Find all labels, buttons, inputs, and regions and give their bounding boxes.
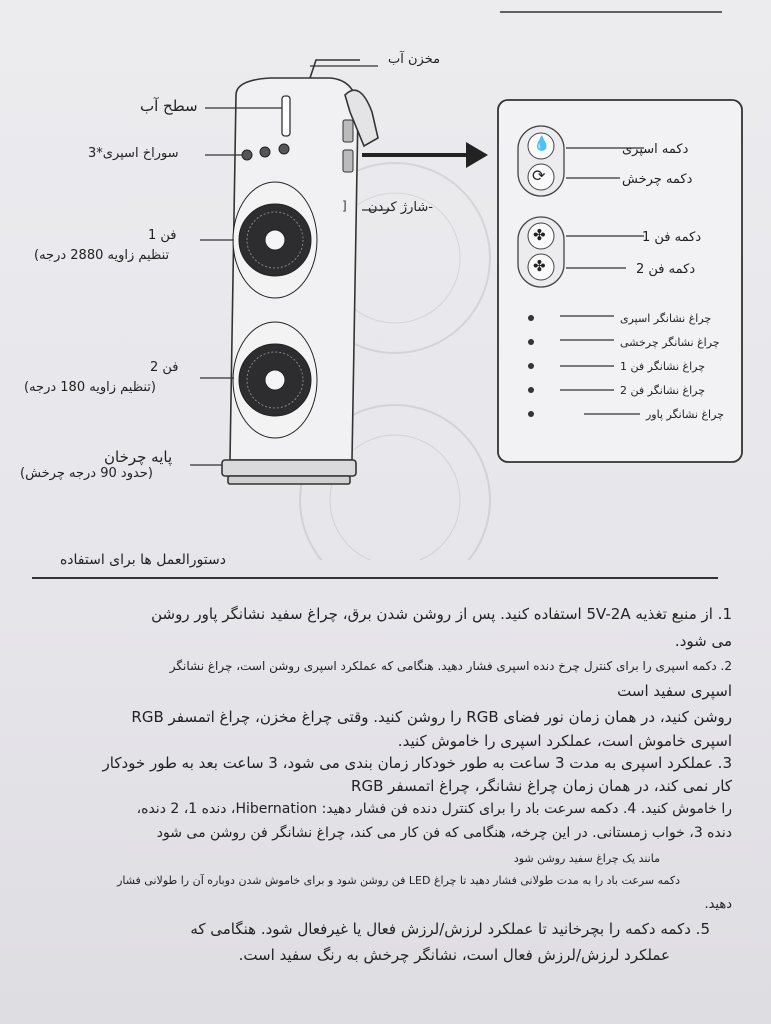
instruction-line: عملکرد لرزش/لرزش فعال است، نشانگر چرخش به رنگ سفید است. bbox=[238, 946, 670, 964]
svg-text:]: ] bbox=[342, 199, 347, 213]
instruction-line: 3. عملکرد اسپری به مدت 3 ساعت به طور خودکار زمان بندی می شود، 3 ساعت بعد به طور خودکار bbox=[102, 754, 732, 772]
fan-2-icon: ✤ bbox=[533, 257, 546, 275]
fan-1-label: فن 1 bbox=[148, 228, 177, 243]
instruction-line: اسپری خاموش است، عملکرد اسپری را خاموش کنید. bbox=[397, 732, 732, 750]
instruction-line: را خاموش کنید. 4. دکمه سرعت باد را برای کنترل دنده فن فشار دهید: Hibernation، دنده 1، 2 دنده، bbox=[136, 801, 732, 817]
fan-1 bbox=[233, 182, 317, 298]
fan-2 bbox=[233, 322, 317, 438]
rotate-button-label: دکمه چرخش bbox=[622, 172, 693, 187]
instruction-line: مانند یک چراغ سفید روشن شود bbox=[513, 852, 660, 865]
led-spray-label: چراغ نشانگر اسپری bbox=[620, 312, 712, 325]
charging-label: -شارژ کردن bbox=[368, 200, 433, 215]
section-rule bbox=[32, 577, 718, 579]
instruction-line: 1. از منبع تغذیه 5V-2A استفاده کنید. پس از روشن شدن برق، چراغ سفید نشانگر پاور روشن bbox=[151, 605, 732, 623]
fan-1-icon: ✤ bbox=[533, 226, 546, 244]
section-title: دستورالعمل ها برای استفاده bbox=[59, 552, 226, 568]
led-fan-1-label: چراغ نشانگر فن 1 bbox=[620, 360, 706, 373]
base-label: پایه چرخان bbox=[104, 448, 173, 466]
water-level-label: سطح آب bbox=[140, 97, 198, 115]
fan-1-button-label: دکمه فن 1 bbox=[642, 230, 702, 245]
instruction-line: اسپری سفید است bbox=[617, 682, 732, 700]
rotate-icon: ⟳ bbox=[532, 166, 546, 185]
instruction-line: دکمه سرعت باد را به مدت طولانی فشار دهید تا چراغ LED فن روشن شود و برای خاموش شدن دوباره آن را طولانی فشار bbox=[117, 874, 680, 887]
spray-icon: 💧 bbox=[533, 136, 551, 152]
led-power-label: چراغ نشانگر پاور bbox=[646, 408, 724, 421]
instruction-line: 5. دکمه دکمه را بچرخانید تا عملکرد لرزش/لرزش فعال یا غیرفعال شود. هنگامی که bbox=[190, 920, 710, 938]
led-rotate-label: چراغ نشانگر چرخشی bbox=[620, 336, 720, 349]
instruction-line: می شود. bbox=[674, 632, 732, 650]
instruction-line: دنده 3، خواب زمستانی. در این چرخه، هنگامی که فن کار می کند، چراغ نشانگر فن روشن می شود bbox=[156, 825, 732, 841]
instruction-line: کار نمی کند، در همان زمان چراغ نشانگر، چراغ اتمسفر RGB bbox=[351, 777, 732, 795]
fan-2-desc: (تنظیم زاویه 180 درجه) bbox=[24, 380, 156, 395]
fan-2-button-label: دکمه فن 2 bbox=[636, 262, 696, 277]
instruction-line: روشن کنید، در همان زمان نور فضای RGB را روشن کنید. وقتی چراغ مخزن، چراغ اتمسفر RGB bbox=[131, 708, 732, 726]
water-tank-label: مخزن آب bbox=[388, 52, 441, 67]
fan-1-desc: تنظیم زاویه 2880 درجه) bbox=[34, 248, 170, 263]
instruction-line: دهید. bbox=[704, 897, 732, 912]
spray-holes-label: سوراخ اسپری*3 bbox=[88, 146, 179, 161]
fan-2-label: فن 2 bbox=[150, 360, 179, 375]
base-desc: (حدود 90 درجه چرخش) bbox=[20, 466, 153, 481]
led-fan-2-label: چراغ نشانگر فن 2 bbox=[620, 384, 706, 397]
instruction-line: 2. دکمه اسپری را برای کنترل چرخ دنده اسپری فشار دهید. هنگامی که عملکرد اسپری روشن است، چراغ نشانگر bbox=[169, 659, 732, 673]
spray-button-label: دکمه اسپری bbox=[622, 142, 689, 157]
